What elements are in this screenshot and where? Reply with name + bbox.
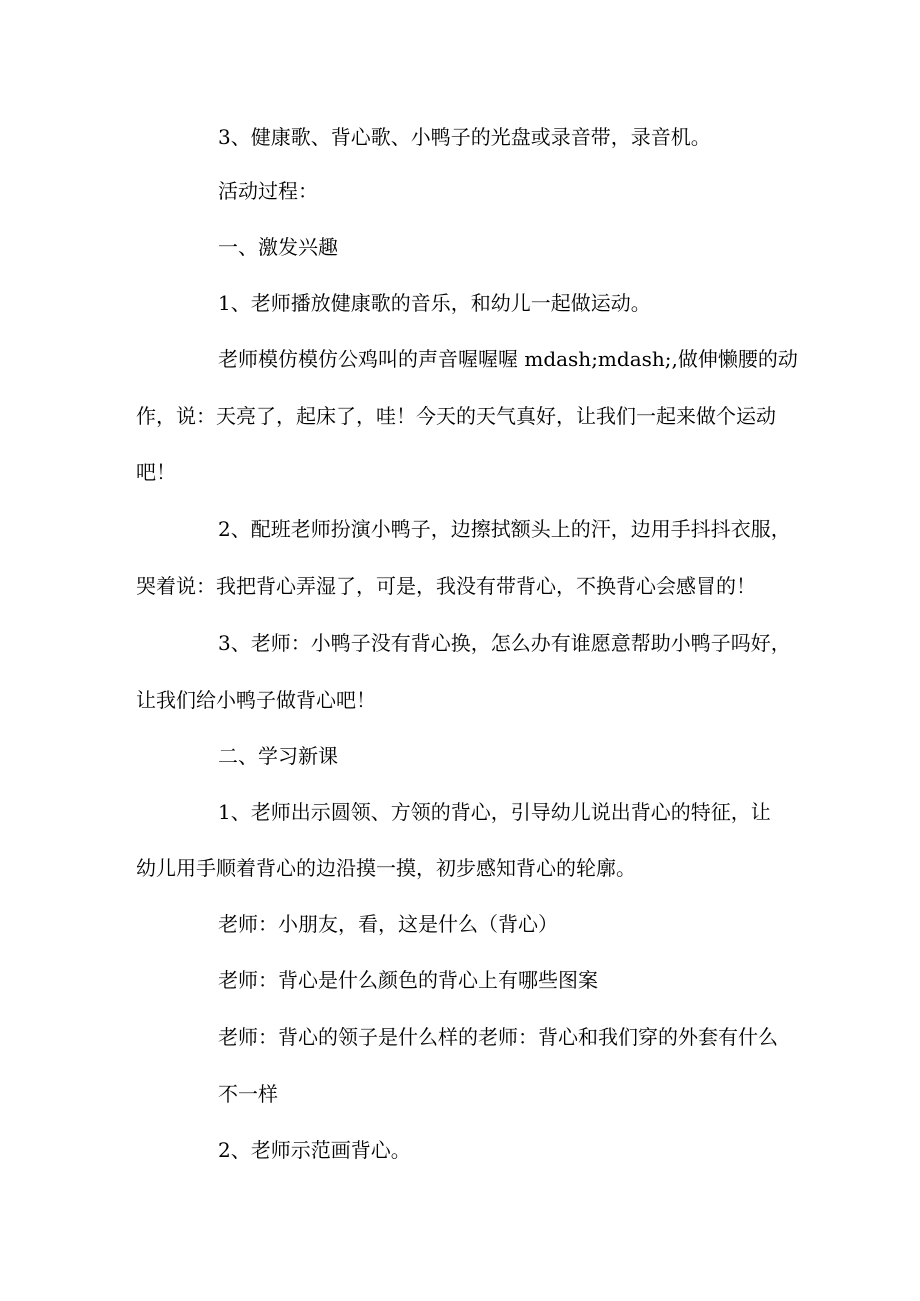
text-line: 2、老师示范画背心。	[218, 1138, 411, 1162]
text-line: 2、配班老师扮演小鸭子，边擦拭额头上的汗，边用手抖抖衣服，	[218, 517, 791, 541]
text-line: 3、健康歌、背心歌、小鸭子的光盘或录音带，录音机。	[218, 125, 711, 149]
text-line: 哭着说：我把背心弄湿了，可是，我没有带背心，不换背心会感冒的！	[136, 574, 756, 598]
text-line: 让我们给小鸭子做背心吧！	[136, 688, 376, 712]
text-line: 老师：背心的领子是什么样的老师：背心和我们穿的外套有什么	[218, 1025, 778, 1049]
text-line: 老师：小朋友，看，这是什么（背心）	[218, 912, 558, 936]
section-heading: 一、激发兴趣	[218, 235, 338, 259]
text-line: 不一样	[218, 1082, 278, 1106]
text-line: 老师：背心是什么颜色的背心上有哪些图案	[218, 968, 598, 992]
text-line: 1、老师播放健康歌的音乐，和幼儿一起做运动。	[218, 291, 651, 315]
section-heading: 二、学习新课	[218, 744, 338, 768]
text-line: 吧！	[136, 460, 176, 484]
text-line: 作，说：天亮了，起床了，哇！今天的天气真好，让我们一起来做个运动	[136, 404, 776, 428]
text-line: 老师模仿模仿公鸡叫的声音喔喔喔 mdash;mdash;,做伸懒腰的动	[218, 347, 798, 371]
text-line: 幼儿用手顺着背心的边沿摸一摸，初步感知背心的轮廓。	[136, 856, 636, 880]
text-line: 活动过程：	[218, 179, 318, 203]
text-line: 1、老师出示圆领、方领的背心，引导幼儿说出背心的特征，让	[218, 800, 771, 824]
text-line: 3、老师：小鸭子没有背心换，怎么办有谁愿意帮助小鸭子吗好，	[218, 631, 791, 655]
